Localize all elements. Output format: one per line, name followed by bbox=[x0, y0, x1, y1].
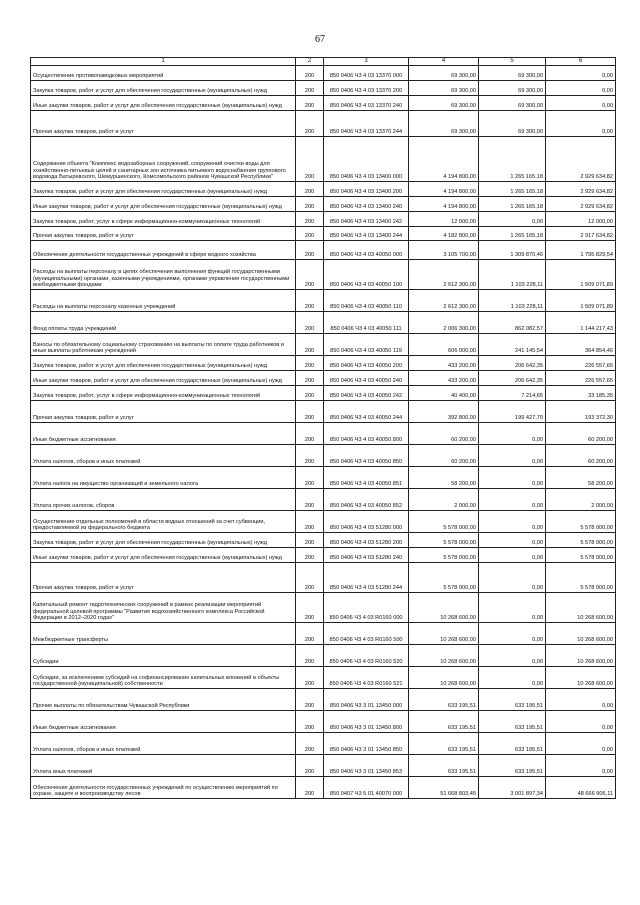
row-approved-amount: 51 668 803,45 bbox=[409, 777, 479, 799]
row-ved-code: 200 bbox=[296, 467, 324, 489]
row-remaining-amount: 2 929 634,82 bbox=[546, 182, 616, 197]
row-classification-code: 850 0407 Ч3 5 01 40070 000 bbox=[324, 777, 409, 799]
row-approved-amount: 5 578 000,00 bbox=[409, 548, 479, 563]
table-row bbox=[31, 386, 616, 401]
table-row bbox=[31, 563, 616, 593]
row-classification-code: 850 0406 Ч3 4 03 R0160 520 bbox=[324, 645, 409, 667]
row-executed-amount: 0,00 bbox=[479, 533, 546, 548]
row-description: Прочая закупка товаров, работ и услуг bbox=[31, 563, 296, 593]
row-executed-amount: 241 145,54 bbox=[479, 334, 546, 356]
row-remaining-amount: 5 578 000,00 bbox=[546, 533, 616, 548]
table-row bbox=[31, 548, 616, 563]
row-executed-amount: 633 195,51 bbox=[479, 733, 546, 755]
row-ved-code: 200 bbox=[296, 777, 324, 799]
row-approved-amount: 392 800,00 bbox=[409, 401, 479, 423]
row-description: Закупка товаров, работ и услуг для обеспечения государственных (муниципальных) нужд bbox=[31, 356, 296, 371]
row-description: Уплата налогов, сборов и иных платежей bbox=[31, 733, 296, 755]
row-classification-code: 850 0406 Ч3 4 03 51280 000 bbox=[324, 511, 409, 533]
table-row bbox=[31, 81, 616, 96]
row-ved-code: 200 bbox=[296, 212, 324, 227]
row-approved-amount: 69 300,00 bbox=[409, 66, 479, 81]
table-row bbox=[31, 241, 616, 260]
row-ved-code: 200 bbox=[296, 334, 324, 356]
row-remaining-amount: 60 200,00 bbox=[546, 445, 616, 467]
row-approved-amount: 5 578 000,00 bbox=[409, 511, 479, 533]
header-col-6: 6 bbox=[546, 58, 616, 66]
row-approved-amount: 433 200,00 bbox=[409, 356, 479, 371]
row-approved-amount: 633 195,51 bbox=[409, 733, 479, 755]
row-executed-amount: 0,00 bbox=[479, 511, 546, 533]
table-row bbox=[31, 66, 616, 81]
row-classification-code: 850 0406 Ч3 4 03 40050 850 bbox=[324, 445, 409, 467]
row-classification-code: 850 0406 Ч3 4 03 51280 244 bbox=[324, 563, 409, 593]
row-approved-amount: 633 195,51 bbox=[409, 755, 479, 777]
row-approved-amount: 3 105 700,00 bbox=[409, 241, 479, 260]
row-approved-amount: 58 200,00 bbox=[409, 467, 479, 489]
row-approved-amount: 633 195,51 bbox=[409, 689, 479, 711]
row-ved-code: 200 bbox=[296, 667, 324, 689]
row-description: Содержание объекта "Комплекс водозаборных сооружений, сооружений очистки воды для хозяйственно-питьевых целей и санитарных зон источника питьевого водоснабжения группового водовода Батыревского, Шемуршинского, Комсомольского районов Чувашской Республики" bbox=[31, 137, 296, 182]
row-classification-code: 850 0406 Ч3 4 03 R0160 000 bbox=[324, 593, 409, 623]
row-description: Межбюджетные трансферты bbox=[31, 623, 296, 645]
row-remaining-amount: 10 268 600,00 bbox=[546, 623, 616, 645]
row-executed-amount: 0,00 bbox=[479, 467, 546, 489]
row-ved-code: 200 bbox=[296, 423, 324, 445]
row-classification-code: 850 0406 Ч3 4 03 13370 244 bbox=[324, 111, 409, 137]
row-executed-amount: 69 300,00 bbox=[479, 111, 546, 137]
row-classification-code: 850 0406 Ч3 3 01 13450 000 bbox=[324, 689, 409, 711]
header-col-1: 1 bbox=[31, 58, 296, 66]
row-ved-code: 200 bbox=[296, 356, 324, 371]
row-approved-amount: 10 268 600,00 bbox=[409, 623, 479, 645]
row-description: Взносы по обязательному социальному страхованию на выплаты по оплате труда работников и иные выплаты работникам учреждений bbox=[31, 334, 296, 356]
row-executed-amount: 1 103 228,11 bbox=[479, 290, 546, 312]
row-ved-code: 200 bbox=[296, 371, 324, 386]
table-row bbox=[31, 755, 616, 777]
row-ved-code: 200 bbox=[296, 81, 324, 96]
row-ved-code: 200 bbox=[296, 386, 324, 401]
row-description: Иные закупки товаров, работ и услуг для обеспечения государственных (муниципальных) нужд bbox=[31, 548, 296, 563]
row-executed-amount: 0,00 bbox=[479, 623, 546, 645]
row-description: Закупка товаров, работ, услуг в сфере информационно-коммуникационных технологий bbox=[31, 212, 296, 227]
row-approved-amount: 2 000,00 bbox=[409, 489, 479, 511]
row-ved-code: 200 bbox=[296, 401, 324, 423]
row-ved-code: 200 bbox=[296, 137, 324, 182]
row-ved-code: 200 bbox=[296, 533, 324, 548]
table-row bbox=[31, 182, 616, 197]
row-approved-amount: 2 612 300,00 bbox=[409, 290, 479, 312]
row-remaining-amount: 10 268 600,00 bbox=[546, 645, 616, 667]
row-remaining-amount: 48 666 906,11 bbox=[546, 777, 616, 799]
row-approved-amount: 10 268 600,00 bbox=[409, 593, 479, 623]
row-remaining-amount: 0,00 bbox=[546, 96, 616, 111]
row-description: Уплата налога на имущество организаций и земельного налога bbox=[31, 467, 296, 489]
row-classification-code: 850 0406 Ч3 3 01 13450 853 bbox=[324, 755, 409, 777]
table-row bbox=[31, 511, 616, 533]
row-classification-code: 850 0406 Ч3 4 03 13400 242 bbox=[324, 212, 409, 227]
row-remaining-amount: 33 185,35 bbox=[546, 386, 616, 401]
table-row bbox=[31, 445, 616, 467]
row-ved-code: 200 bbox=[296, 755, 324, 777]
row-approved-amount: 69 300,00 bbox=[409, 96, 479, 111]
table-row bbox=[31, 711, 616, 733]
row-description: Осуществление противопаводковых мероприятий bbox=[31, 66, 296, 81]
row-approved-amount: 5 578 000,00 bbox=[409, 533, 479, 548]
row-description: Прочая закупка товаров, работ и услуг bbox=[31, 111, 296, 137]
table-row bbox=[31, 312, 616, 334]
row-approved-amount: 10 268 600,00 bbox=[409, 645, 479, 667]
row-description: Уплата иных платежей bbox=[31, 755, 296, 777]
row-description: Закупка товаров, работ и услуг для обеспечения государственных (муниципальных) нужд bbox=[31, 533, 296, 548]
row-remaining-amount: 0,00 bbox=[546, 733, 616, 755]
header-col-3: 3 bbox=[324, 58, 409, 66]
row-executed-amount: 0,00 bbox=[479, 563, 546, 593]
row-executed-amount: 1 265 165,18 bbox=[479, 197, 546, 212]
row-ved-code: 200 bbox=[296, 511, 324, 533]
row-description: Фонд оплаты труда учреждений bbox=[31, 312, 296, 334]
table-row bbox=[31, 371, 616, 386]
row-classification-code: 850 0406 Ч3 3 01 13450 850 bbox=[324, 733, 409, 755]
row-classification-code: 850 0406 Ч3 4 03 R0160 500 bbox=[324, 623, 409, 645]
table-row bbox=[31, 260, 616, 290]
table-row bbox=[31, 96, 616, 111]
row-remaining-amount: 1 509 071,89 bbox=[546, 290, 616, 312]
row-remaining-amount: 0,00 bbox=[546, 66, 616, 81]
row-description: Расходы на выплаты персоналу в целях обеспечения выполнения функций государственными (муниципальными) органами, казенными учреждениями, органами управления государственными внебюджетными фондами bbox=[31, 260, 296, 290]
row-approved-amount: 60 200,00 bbox=[409, 445, 479, 467]
page-number: 67 bbox=[315, 34, 325, 45]
row-remaining-amount: 0,00 bbox=[546, 111, 616, 137]
row-description: Иные закупки товаров, работ и услуг для обеспечения государственных (муниципальных) нужд bbox=[31, 96, 296, 111]
row-remaining-amount: 2 929 634,82 bbox=[546, 137, 616, 182]
row-approved-amount: 4 194 800,00 bbox=[409, 137, 479, 182]
row-ved-code: 200 bbox=[296, 197, 324, 212]
row-approved-amount: 10 268 600,00 bbox=[409, 667, 479, 689]
row-ved-code: 200 bbox=[296, 227, 324, 241]
table-row bbox=[31, 423, 616, 445]
table-row bbox=[31, 227, 616, 241]
row-ved-code: 200 bbox=[296, 260, 324, 290]
row-executed-amount: 69 300,00 bbox=[479, 66, 546, 81]
row-executed-amount: 1 265 165,18 bbox=[479, 182, 546, 197]
table-row bbox=[31, 137, 616, 182]
row-ved-code: 200 bbox=[296, 182, 324, 197]
row-classification-code: 850 0406 Ч3 4 03 13400 000 bbox=[324, 137, 409, 182]
header-col-4: 4 bbox=[409, 58, 479, 66]
row-classification-code: 850 0406 Ч3 4 03 40050 851 bbox=[324, 467, 409, 489]
row-description: Обеспечение деятельности государственных учреждений по осуществлению мероприятий по охране, защите и воспроизводству лесов bbox=[31, 777, 296, 799]
row-executed-amount: 1 265 165,18 bbox=[479, 137, 546, 182]
table-row bbox=[31, 593, 616, 623]
row-executed-amount: 1 103 228,11 bbox=[479, 260, 546, 290]
row-description: Прочие выплаты по обязательствам Чувашской Республики bbox=[31, 689, 296, 711]
row-approved-amount: 606 000,00 bbox=[409, 334, 479, 356]
table-row bbox=[31, 667, 616, 689]
row-classification-code: 850 0406 Ч3 4 03 40050 111 bbox=[324, 312, 409, 334]
row-executed-amount: 862 082,57 bbox=[479, 312, 546, 334]
row-remaining-amount: 2 917 634,82 bbox=[546, 227, 616, 241]
table-row bbox=[31, 334, 616, 356]
row-description: Закупка товаров, работ и услуг для обеспечения государственных (муниципальных) нужд bbox=[31, 81, 296, 96]
row-description: Капитальный ремонт гидротехнических сооружений в рамках реализации мероприятий федеральной целевой программы "Развитие водохозяйственного комплекса Российской Федерации в 2012–2020 годах" bbox=[31, 593, 296, 623]
table-row bbox=[31, 533, 616, 548]
row-classification-code: 850 0406 Ч3 3 01 13450 800 bbox=[324, 711, 409, 733]
row-executed-amount: 0,00 bbox=[479, 212, 546, 227]
row-approved-amount: 60 200,00 bbox=[409, 423, 479, 445]
row-classification-code: 850 0406 Ч3 4 03 R0160 521 bbox=[324, 667, 409, 689]
row-approved-amount: 5 578 000,00 bbox=[409, 563, 479, 593]
row-description: Закупка товаров, работ и услуг для обеспечения государственных (муниципальных) нужд bbox=[31, 182, 296, 197]
header-col-2: 2 bbox=[296, 58, 324, 66]
row-approved-amount: 69 300,00 bbox=[409, 111, 479, 137]
row-ved-code: 200 bbox=[296, 489, 324, 511]
row-description: Прочая закупка товаров, работ и услуг bbox=[31, 401, 296, 423]
row-remaining-amount: 5 578 000,00 bbox=[546, 548, 616, 563]
row-classification-code: 850 0406 Ч3 4 03 40050 000 bbox=[324, 241, 409, 260]
header-col-5: 5 bbox=[479, 58, 546, 66]
row-approved-amount: 12 000,00 bbox=[409, 212, 479, 227]
row-remaining-amount: 226 557,65 bbox=[546, 371, 616, 386]
row-classification-code: 850 0406 Ч3 4 03 40050 800 bbox=[324, 423, 409, 445]
row-classification-code: 850 0406 Ч3 4 03 40050 100 bbox=[324, 260, 409, 290]
table-row bbox=[31, 356, 616, 371]
row-description: Субсидии bbox=[31, 645, 296, 667]
header-row bbox=[31, 58, 616, 66]
row-executed-amount: 0,00 bbox=[479, 548, 546, 563]
table-row bbox=[31, 401, 616, 423]
row-ved-code: 200 bbox=[296, 733, 324, 755]
row-description: Закупка товаров, работ, услуг в сфере информационно-коммуникационных технологий bbox=[31, 386, 296, 401]
table-row bbox=[31, 733, 616, 755]
row-executed-amount: 0,00 bbox=[479, 593, 546, 623]
row-executed-amount: 1 265 165,18 bbox=[479, 227, 546, 241]
row-executed-amount: 0,00 bbox=[479, 445, 546, 467]
row-approved-amount: 69 300,00 bbox=[409, 81, 479, 96]
row-approved-amount: 2 006 300,00 bbox=[409, 312, 479, 334]
row-remaining-amount: 1 144 217,43 bbox=[546, 312, 616, 334]
row-executed-amount: 7 214,65 bbox=[479, 386, 546, 401]
row-remaining-amount: 5 578 000,00 bbox=[546, 563, 616, 593]
row-remaining-amount: 193 372,30 bbox=[546, 401, 616, 423]
row-ved-code: 200 bbox=[296, 548, 324, 563]
row-ved-code: 200 bbox=[296, 711, 324, 733]
table-row bbox=[31, 645, 616, 667]
row-description: Иные бюджетные ассигнования bbox=[31, 423, 296, 445]
row-description: Иные закупки товаров, работ и услуг для обеспечения государственных (муниципальных) нужд bbox=[31, 197, 296, 212]
row-approved-amount: 40 400,00 bbox=[409, 386, 479, 401]
row-classification-code: 850 0406 Ч3 4 03 51280 240 bbox=[324, 548, 409, 563]
row-ved-code: 200 bbox=[296, 290, 324, 312]
row-remaining-amount: 60 200,00 bbox=[546, 423, 616, 445]
row-ved-code: 200 bbox=[296, 563, 324, 593]
row-classification-code: 850 0406 Ч3 4 03 40050 240 bbox=[324, 371, 409, 386]
row-remaining-amount: 0,00 bbox=[546, 755, 616, 777]
row-ved-code: 200 bbox=[296, 689, 324, 711]
row-executed-amount: 633 195,51 bbox=[479, 755, 546, 777]
row-remaining-amount: 2 929 634,82 bbox=[546, 197, 616, 212]
row-classification-code: 850 0406 Ч3 4 03 40050 119 bbox=[324, 334, 409, 356]
row-description: Уплата налогов, сборов и иных платежей bbox=[31, 445, 296, 467]
row-remaining-amount: 0,00 bbox=[546, 711, 616, 733]
row-description: Уплата прочих налогов, сборов bbox=[31, 489, 296, 511]
row-ved-code: 200 bbox=[296, 593, 324, 623]
row-approved-amount: 4 182 800,00 bbox=[409, 227, 479, 241]
row-description: Осуществление отдельных полномочий в области водных отношений за счет субвенции, предоставляемой из федерального бюджета bbox=[31, 511, 296, 533]
row-remaining-amount: 0,00 bbox=[546, 689, 616, 711]
row-approved-amount: 4 194 800,00 bbox=[409, 197, 479, 212]
row-executed-amount: 206 642,35 bbox=[479, 356, 546, 371]
row-remaining-amount: 1 509 071,89 bbox=[546, 260, 616, 290]
row-executed-amount: 206 642,35 bbox=[479, 371, 546, 386]
row-classification-code: 850 0406 Ч3 4 03 13370 000 bbox=[324, 66, 409, 81]
row-remaining-amount: 0,00 bbox=[546, 81, 616, 96]
row-classification-code: 850 0406 Ч3 4 03 13400 240 bbox=[324, 197, 409, 212]
row-executed-amount: 3 001 897,34 bbox=[479, 777, 546, 799]
row-remaining-amount: 10 268 600,00 bbox=[546, 667, 616, 689]
row-description: Обеспечение деятельности государственных учреждений в сфере водного хозяйства bbox=[31, 241, 296, 260]
row-remaining-amount: 5 578 000,00 bbox=[546, 511, 616, 533]
row-classification-code: 850 0406 Ч3 4 03 13400 200 bbox=[324, 182, 409, 197]
row-classification-code: 850 0406 Ч3 4 03 13370 200 bbox=[324, 81, 409, 96]
row-executed-amount: 69 300,00 bbox=[479, 81, 546, 96]
row-ved-code: 200 bbox=[296, 445, 324, 467]
row-remaining-amount: 1 795 829,54 bbox=[546, 241, 616, 260]
row-ved-code: 200 bbox=[296, 645, 324, 667]
row-ved-code: 200 bbox=[296, 241, 324, 260]
row-ved-code: 200 bbox=[296, 312, 324, 334]
table-row bbox=[31, 777, 616, 799]
row-ved-code: 200 bbox=[296, 623, 324, 645]
row-description: Расходы на выплаты персоналу казенных учреждений bbox=[31, 290, 296, 312]
row-ved-code: 200 bbox=[296, 111, 324, 137]
row-classification-code: 850 0406 Ч3 4 03 40050 852 bbox=[324, 489, 409, 511]
row-executed-amount: 0,00 bbox=[479, 667, 546, 689]
table-row bbox=[31, 623, 616, 645]
table-row bbox=[31, 111, 616, 137]
row-ved-code: 200 bbox=[296, 96, 324, 111]
row-executed-amount: 1 309 870,46 bbox=[479, 241, 546, 260]
row-classification-code: 850 0406 Ч3 4 03 40050 110 bbox=[324, 290, 409, 312]
row-remaining-amount: 226 557,65 bbox=[546, 356, 616, 371]
row-approved-amount: 633 195,51 bbox=[409, 711, 479, 733]
table-row bbox=[31, 467, 616, 489]
row-description: Субсидии, за исключением субсидий на софинансирование капитальных вложений в объекты государственной (муниципальной) собственности bbox=[31, 667, 296, 689]
row-remaining-amount: 10 268 600,00 bbox=[546, 593, 616, 623]
row-classification-code: 850 0406 Ч3 4 03 13370 240 bbox=[324, 96, 409, 111]
row-executed-amount: 633 195,51 bbox=[479, 689, 546, 711]
table-row bbox=[31, 197, 616, 212]
row-classification-code: 850 0406 Ч3 4 03 13400 244 bbox=[324, 227, 409, 241]
row-description: Иные бюджетные ассигнования bbox=[31, 711, 296, 733]
row-executed-amount: 633 195,51 bbox=[479, 711, 546, 733]
budget-table bbox=[30, 57, 616, 799]
row-remaining-amount: 58 200,00 bbox=[546, 467, 616, 489]
row-classification-code: 850 0406 Ч3 4 03 51280 200 bbox=[324, 533, 409, 548]
row-remaining-amount: 364 854,46 bbox=[546, 334, 616, 356]
row-description: Иные закупки товаров, работ и услуг для обеспечения государственных (муниципальных) нужд bbox=[31, 371, 296, 386]
row-executed-amount: 0,00 bbox=[479, 489, 546, 511]
row-approved-amount: 2 612 300,00 bbox=[409, 260, 479, 290]
table-row bbox=[31, 212, 616, 227]
row-executed-amount: 199 427,70 bbox=[479, 401, 546, 423]
row-classification-code: 850 0406 Ч3 4 03 40050 242 bbox=[324, 386, 409, 401]
row-executed-amount: 0,00 bbox=[479, 423, 546, 445]
row-description: Прочая закупка товаров, работ и услуг bbox=[31, 227, 296, 241]
table-row bbox=[31, 689, 616, 711]
row-remaining-amount: 2 000,00 bbox=[546, 489, 616, 511]
row-approved-amount: 4 194 800,00 bbox=[409, 182, 479, 197]
table-row bbox=[31, 290, 616, 312]
table-row bbox=[31, 489, 616, 511]
row-approved-amount: 433 200,00 bbox=[409, 371, 479, 386]
row-ved-code: 200 bbox=[296, 66, 324, 81]
row-classification-code: 850 0406 Ч3 4 03 40050 200 bbox=[324, 356, 409, 371]
row-executed-amount: 69 300,00 bbox=[479, 96, 546, 111]
row-executed-amount: 0,00 bbox=[479, 645, 546, 667]
row-remaining-amount: 12 000,00 bbox=[546, 212, 616, 227]
row-classification-code: 850 0406 Ч3 4 03 40050 244 bbox=[324, 401, 409, 423]
